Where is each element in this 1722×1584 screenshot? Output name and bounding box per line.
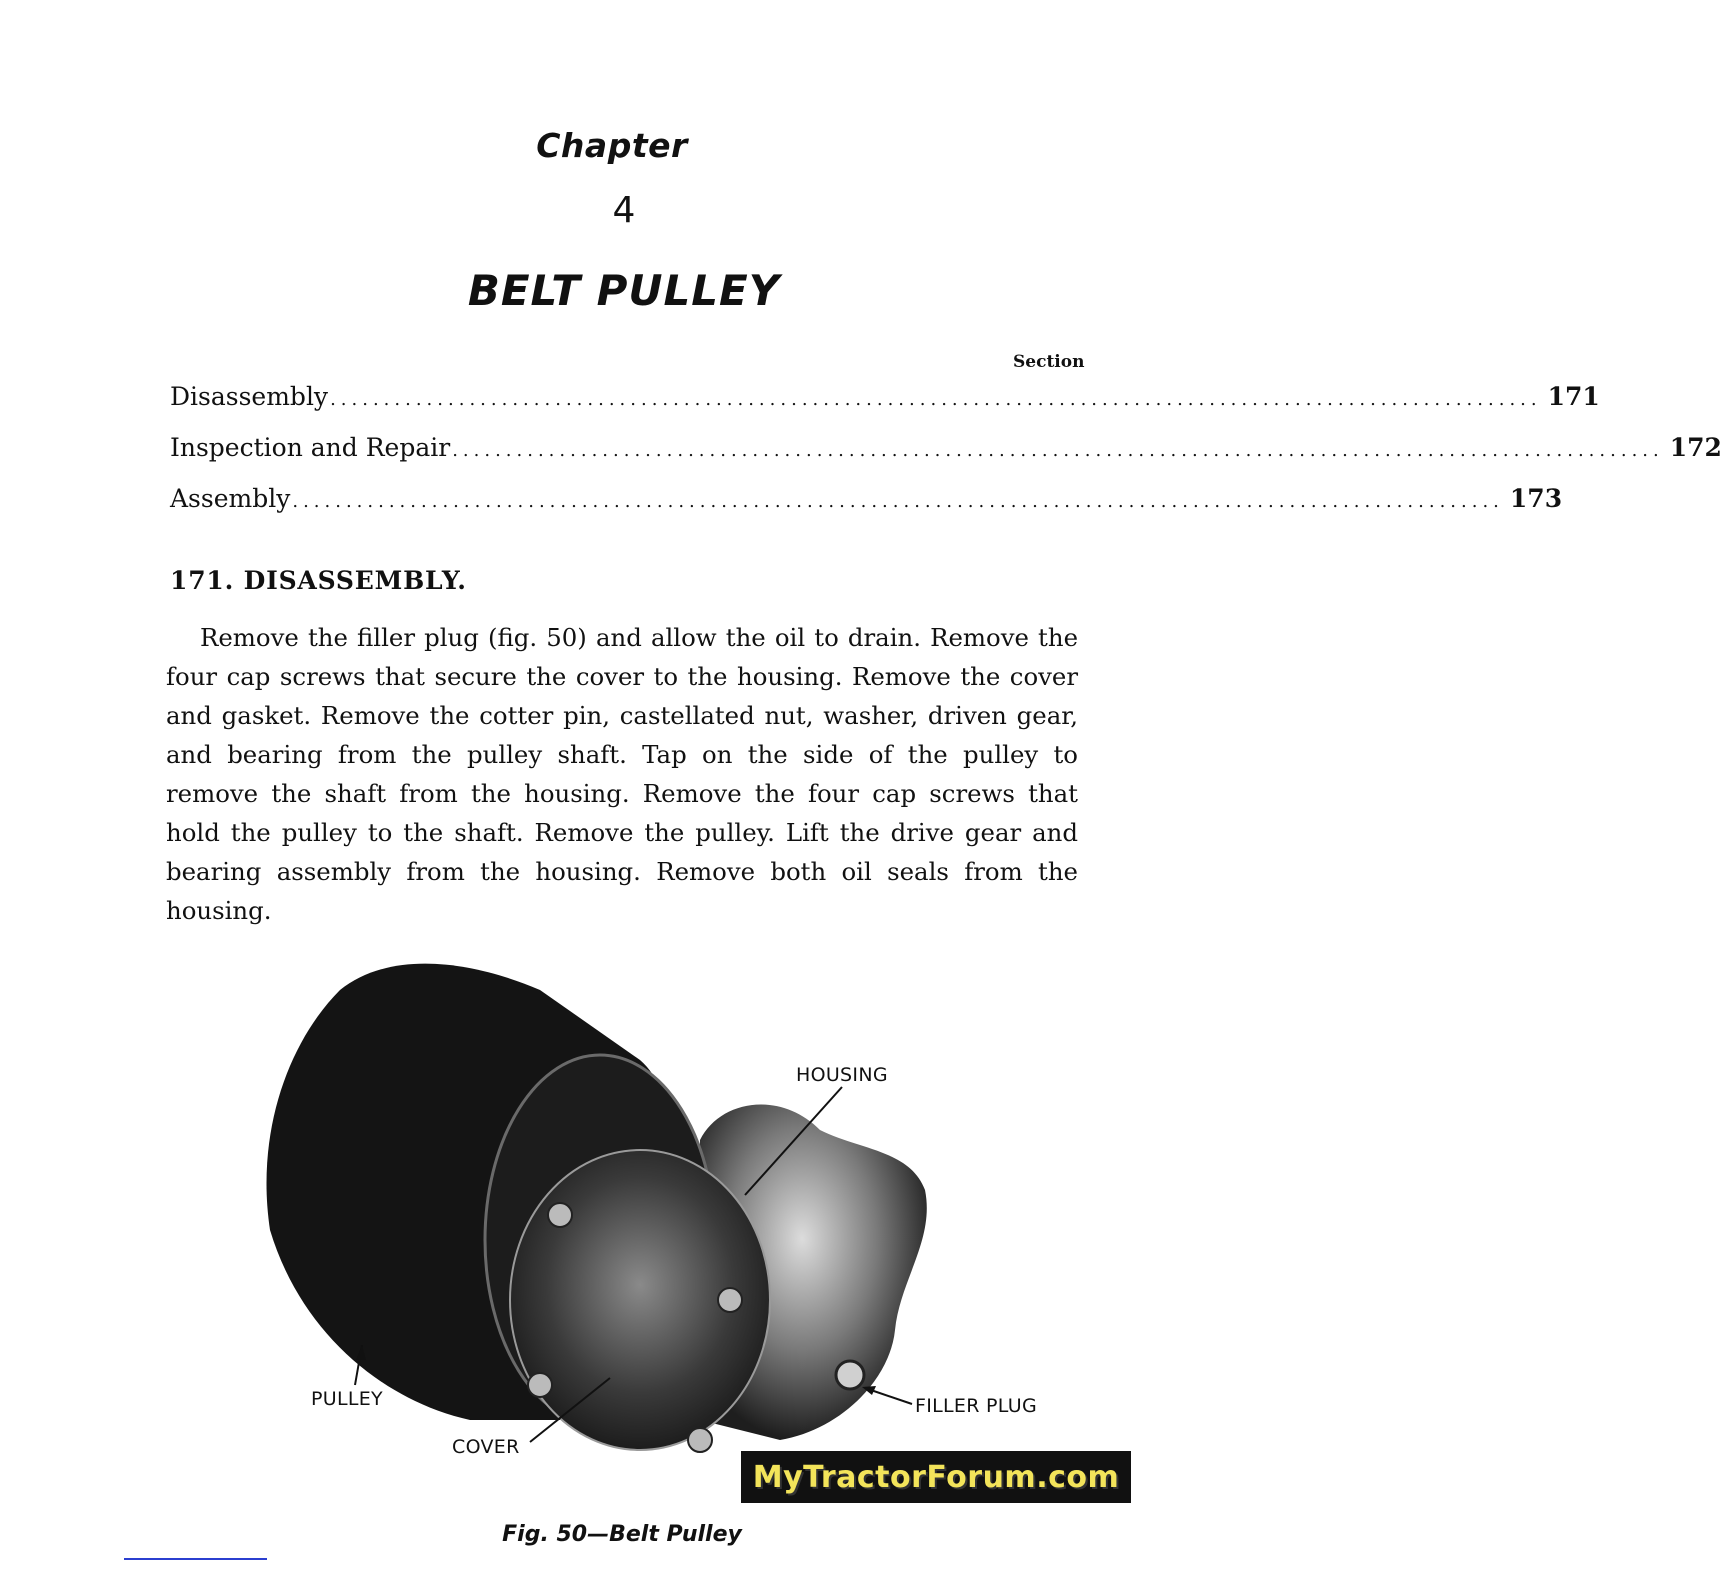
toc-entry-label: Inspection and Repair (170, 433, 451, 462)
section-heading: 171. DISASSEMBLY. (170, 566, 467, 595)
housing-label: HOUSING (796, 1064, 888, 1086)
chapter-title: BELT PULLEY (467, 266, 781, 315)
watermark-logo (741, 1451, 1131, 1503)
pulley-label: PULLEY (311, 1388, 383, 1410)
watermark-text: MyTractorForum.com (752, 1459, 1120, 1495)
cap-screw (718, 1288, 742, 1312)
filler-plug-label: FILLER PLUG (915, 1395, 1037, 1417)
section-body-text: Remove the filler plug (fig. 50) and allow the oil to drain. Remove the four cap screws that secure the cover to the housing. Remove the cover and gasket. Remove the cotter pin, castellated nut, washer, driven gear, and bearing from the pulley shaft. Tap on the side of the pulley to remove the shaft from the housing. Remove the four cap screws that hold the pulley to the shaft. Remove the pulley. Lift the drive gear and bearing assembly from the housing. Remove both oil seals from the housing. (166, 623, 1078, 925)
cover-label: COVER (452, 1436, 520, 1458)
toc-entry-section: 173 (1509, 484, 1563, 513)
toc-leader-dots: ................................................................................................................. (330, 389, 1542, 410)
toc-section-header: Section (1013, 352, 1085, 372)
toc-entry-section: 172 (1669, 433, 1722, 462)
toc-entry-label: Assembly (170, 484, 291, 513)
toc-leader-dots: ................................................................................................................. (292, 491, 1504, 512)
filler-plug-shape (836, 1361, 864, 1389)
toc-entry-label: Disassembly (170, 382, 329, 411)
toc-leader-dots: ................................................................................................................. (452, 440, 1664, 461)
figure-caption: Fig. 50—Belt Pulley (502, 1522, 742, 1547)
chapter-number: 4 (612, 190, 636, 231)
cap-screw (688, 1428, 712, 1452)
toc-entry-section: 171 (1547, 382, 1600, 411)
cap-screw (548, 1203, 572, 1227)
bottom-rule (124, 1558, 267, 1560)
chapter-label: Chapter (536, 126, 688, 165)
cap-screw (528, 1373, 552, 1397)
